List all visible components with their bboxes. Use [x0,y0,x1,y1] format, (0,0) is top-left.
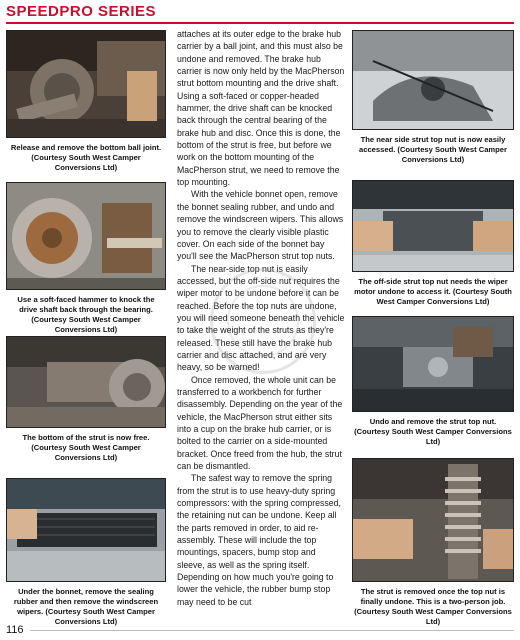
paragraph-1: attaches at its outer edge to the brake hub carrier by a ball joint, and this must also be undone and removed. The brake hub carrier is now only held by the MacPherson strut bottom mounting and the drive shaft. Using a soft-faced or copper-headed hammer, the drive shaft can be knocked back through the central bearing of the brake hub and disc. Once this is done, the bottom of the strut is free, but before we work on the bottom mounting of the MacPherson strut, we need to remove the top mounting. [177,29,345,188]
header-rule [6,22,514,24]
paragraph-4: Once removed, the whole unit can be transferred to a workbench for further disassembly. Depending on the year of the vehicle, the MacPherson strut either sits into a cup on the brake hub carrier, or is bolted to the carrier on a side-mounted bracket. Once freed from the hub, the strut can be dismantled. [177,374,343,472]
figure-strut-removed [352,458,514,627]
caption-top-nut: Undo and remove the strut top nut. (Courtesy South West Camper Conversions Ltd) [354,417,512,446]
caption-wiper-motor: The off-side strut top nut needs the wiper motor undone to access it. (Courtesy South West Camper Conversions Ltd) [354,277,512,306]
figure-top-nut [352,316,514,447]
photo-wiper-motor-icon [352,180,514,272]
series-title: SPEEDPRO SERIES [6,3,157,20]
page-number: 116 [6,624,24,636]
photo-strut-removed-icon [352,458,514,582]
figure-near-side [352,30,514,165]
caption-bonnet: Under the bonnet, remove the sealing rubber and then remove the windscreen wipers. (Courtesy South West Camper Conversions Ltd) [13,587,159,626]
figure-ball-joint [6,30,166,173]
article-body [177,28,345,608]
paragraph-3: The near-side top nut is easily accessed, but the off-side nut requires the wiper motor to be undone before it can be reached. Before the top nuts are undone, you will need someone beneath the vehicle to take the weight of the struts as they're released. These still have the brake hub carrier and disc attached, and are very heavy, so be warned! [177,263,345,373]
photo-bonnet-wipers-icon [6,478,166,582]
caption-hammer: Use a soft-faced hammer to knock the drive shaft back through the bearing. (Courtesy South West Camper Conversions Ltd) [17,295,155,334]
photo-strut-top-nut-icon [352,316,514,412]
photo-near-side-top-nut-icon [352,30,514,130]
photo-bottom-ball-joint-icon [6,30,166,138]
caption-strut-free: The bottom of the strut is now free. (Courtesy South West Camper Conversions Ltd) [22,433,150,462]
footer-rule [30,630,514,631]
paragraph-5: The safest way to remove the spring from the strut is to use heavy-duty spring compressors: with the spring compressed, the retaining nut can be undone. Keep all the parts removed in order, to aid re-assembly. These will include the top mountings, spacers, bump stop and sleeve, as well as the spring itself. Depending on how much you're going to lower the vehicle, the rubber bump stop may need to be cut [177,473,341,607]
figure-hammer [6,182,166,335]
photo-strut-bottom-free-icon [6,336,166,428]
caption-strut-removed: The strut is removed once the top nut is finally undone. This is a two-person job. (Courtesy South West Camper Conversions Ltd) [354,587,512,626]
photo-hammer-drive-shaft-icon [6,182,166,290]
caption-near-side: The near side strut top nut is now easily accessed. (Courtesy South West Camper Conversions Ltd) [359,135,507,164]
figure-bonnet [6,478,166,627]
paragraph-2: With the vehicle bonnet open, remove the bonnet sealing rubber, and undo and remove the windscreen wipers. This allows you to remove the clearly visible plastic cover. On each side of the bonnet bay you'll see the MacPherson strut top nuts. [177,189,344,262]
figure-strut-free [6,336,166,463]
caption-ball-joint: Release and remove the bottom ball joint. (Courtesy South West Camper Conversions Ltd) [10,143,162,172]
figure-wiper-motor [352,180,514,307]
